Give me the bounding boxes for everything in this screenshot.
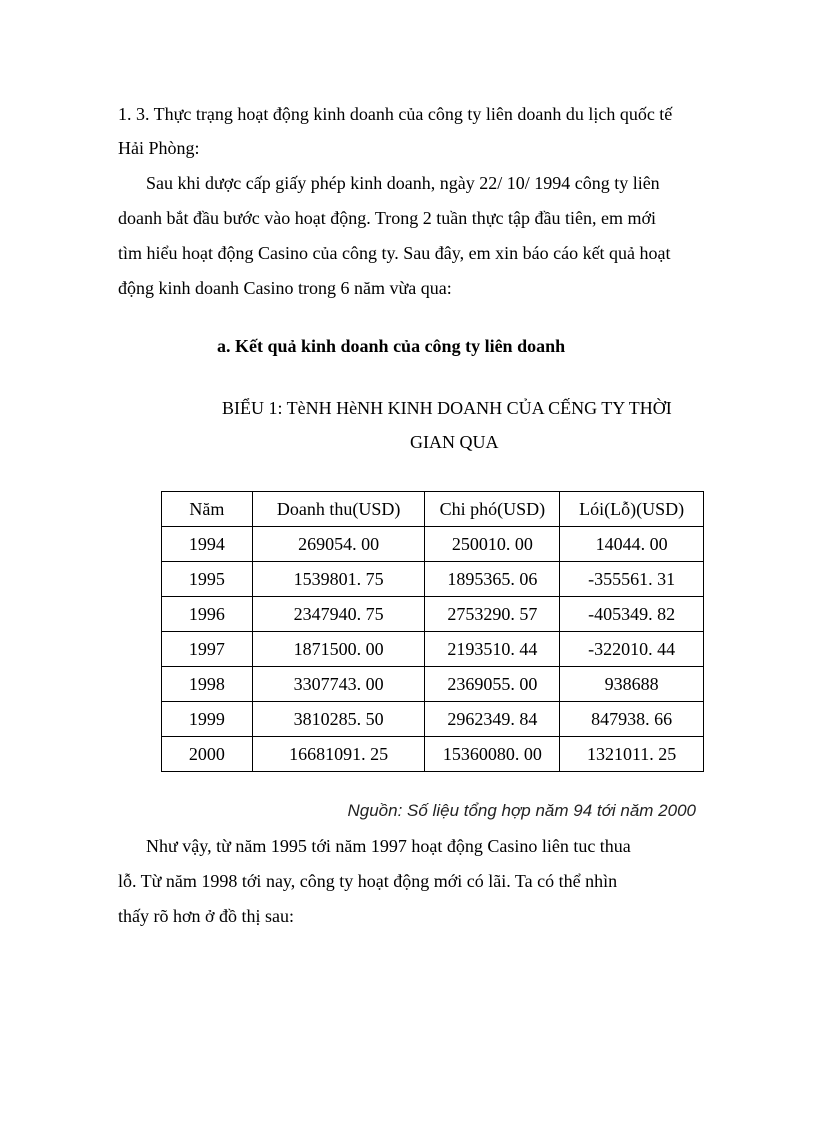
subheading: a. Kết quả kinh doanh của công ty liên doanh bbox=[217, 336, 566, 356]
cell-profit: -405349. 82 bbox=[560, 597, 704, 632]
section-title-line-2: Hải Phòng: bbox=[118, 138, 200, 158]
cell-cost: 250010. 00 bbox=[425, 527, 560, 562]
conclusion-line-3: thấy rõ hơn ở đồ thị sau: bbox=[118, 906, 295, 926]
section-title-text: 1. 3. Thực trạng hoạt động kinh doanh của công ty liên doanh du lịch quốc tế bbox=[118, 104, 673, 124]
table-row bbox=[162, 667, 704, 702]
header-profit: Lói(Lỗ)(USD) bbox=[560, 492, 704, 527]
cell-revenue: 1539801. 75 bbox=[252, 562, 425, 597]
intro-line-3: tìm hiểu hoạt động Casino của công ty. Sau đây, em xin báo cáo kết quả hoạt bbox=[118, 243, 671, 263]
table-caption-line-1: BIỂU 1: TèNH HèNH KINH DOANH CỦA CẾNG TY THỜI bbox=[222, 398, 672, 418]
cell-year: 1998 bbox=[162, 667, 253, 702]
conclusion-line-1: Như vậy, từ năm 1995 tới năm 1997 hoạt động Casino liên tuc thua bbox=[146, 836, 631, 856]
cell-revenue: 3810285. 50 bbox=[252, 702, 425, 737]
cell-cost: 2193510. 44 bbox=[425, 632, 560, 667]
table-row bbox=[162, 562, 704, 597]
cell-revenue: 1871500. 00 bbox=[252, 632, 425, 667]
cell-revenue: 16681091. 25 bbox=[252, 737, 425, 772]
cell-profit: 847938. 66 bbox=[560, 702, 704, 737]
cell-profit: 1321011. 25 bbox=[560, 737, 704, 772]
table-row bbox=[162, 737, 704, 772]
cell-cost: 1895365. 06 bbox=[425, 562, 560, 597]
table-row bbox=[162, 597, 704, 632]
source-note: Nguồn: Số liệu tổng hợp năm 94 tới năm 2000 bbox=[347, 801, 696, 820]
cell-cost: 2962349. 84 bbox=[425, 702, 560, 737]
table-header-row bbox=[162, 492, 704, 527]
table-row bbox=[162, 702, 704, 737]
table-row bbox=[162, 527, 704, 562]
table-caption-line-2: GIAN QUA bbox=[410, 432, 499, 452]
cell-cost: 2753290. 57 bbox=[425, 597, 560, 632]
cell-profit: -355561. 31 bbox=[560, 562, 704, 597]
table-row bbox=[162, 632, 704, 667]
business-results-table bbox=[161, 491, 704, 772]
section-title-line-1 bbox=[118, 104, 698, 125]
intro-line-4: động kinh doanh Casino trong 6 năm vừa qua: bbox=[118, 278, 452, 298]
cell-cost: 2369055. 00 bbox=[425, 667, 560, 702]
cell-profit: 14044. 00 bbox=[560, 527, 704, 562]
cell-year: 2000 bbox=[162, 737, 253, 772]
cell-profit: 938688 bbox=[560, 667, 704, 702]
intro-line-1: Sau khi dược cấp giấy phép kinh doanh, ngày 22/ 10/ 1994 công ty liên bbox=[146, 173, 660, 193]
cell-profit: -322010. 44 bbox=[560, 632, 704, 667]
cell-cost: 15360080. 00 bbox=[425, 737, 560, 772]
cell-revenue: 269054. 00 bbox=[252, 527, 425, 562]
cell-year: 1996 bbox=[162, 597, 253, 632]
cell-year: 1994 bbox=[162, 527, 253, 562]
cell-year: 1995 bbox=[162, 562, 253, 597]
cell-revenue: 2347940. 75 bbox=[252, 597, 425, 632]
conclusion-line-2: lỗ. Từ năm 1998 tới nay, công ty hoạt động mới có lãi. Ta có thể nhìn bbox=[118, 871, 618, 891]
header-revenue: Doanh thu(USD) bbox=[252, 492, 425, 527]
intro-line-2: doanh bắt đầu bước vào hoạt động. Trong 2 tuần thực tập đầu tiên, em mới bbox=[118, 208, 656, 228]
cell-year: 1997 bbox=[162, 632, 253, 667]
header-cost: Chi phó(USD) bbox=[425, 492, 560, 527]
cell-revenue: 3307743. 00 bbox=[252, 667, 425, 702]
cell-year: 1999 bbox=[162, 702, 253, 737]
header-year: Năm bbox=[162, 492, 253, 527]
